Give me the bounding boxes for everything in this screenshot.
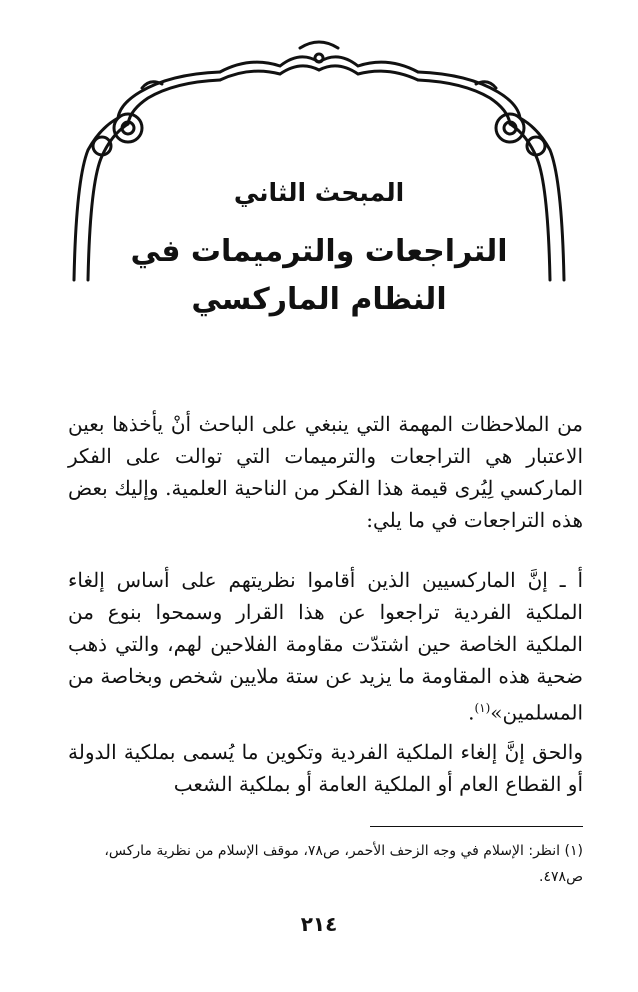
section-title-line-1: التراجعات والترميمات في	[130, 234, 508, 269]
paragraph-1-text: من الملاحظات المهمة التي ينبغي على الباحث أنْ يأخذها بعين الاعتبار هي التراجعات والترميمات التي توالت على الفكر الماركسي لِيُرى قيمة هذا الفكر من الناحية العلمية. وإليك بعض هذه التراجعات في ما يلي:	[68, 412, 583, 532]
footnote-1-text: انظر: الإسلام في وجه الزحف الأحمر، ص٧٨، موقف الإسلام من نظرية ماركس، ص٤٧٨.	[104, 843, 583, 885]
section-subtitle: المبحث الثاني	[233, 178, 405, 207]
footnote-reference: (١)	[474, 701, 491, 715]
paragraph-3	[68, 736, 583, 800]
paragraph-2-body: أ ـ إنَّ الماركسيين الذين أقاموا نظريتهم على أساس إلغاء الملكية الفردية تراجعوا عن هذا القرار وسمحوا بنوع من الملكية الخاصة حين اشتدّت مقاومة الفلاحين لهم، والتي ذهب ضحية هذه المقاومة ما يزيد عن ستة ملايين شخص وبخاصة من المسلمين»	[68, 568, 583, 725]
page-number: ٢١٤	[300, 912, 338, 936]
footnote-1-marker: (١)	[564, 843, 583, 859]
footnote-1	[68, 838, 583, 890]
section-title-line-2: النظام الماركسي	[191, 282, 447, 317]
paragraph-2-end: .	[468, 700, 475, 725]
paragraph-2-text	[68, 564, 583, 729]
footnote-separator	[370, 826, 583, 827]
paragraph-2	[68, 564, 583, 729]
paragraph-3-text: والحق إنَّ إلغاء الملكية الفردية وتكوين ما يُسمى بملكية الدولة أو القطاع العام أو الملكية العامة أو بملكية الشعب	[68, 740, 583, 796]
paragraph-1	[68, 408, 583, 536]
